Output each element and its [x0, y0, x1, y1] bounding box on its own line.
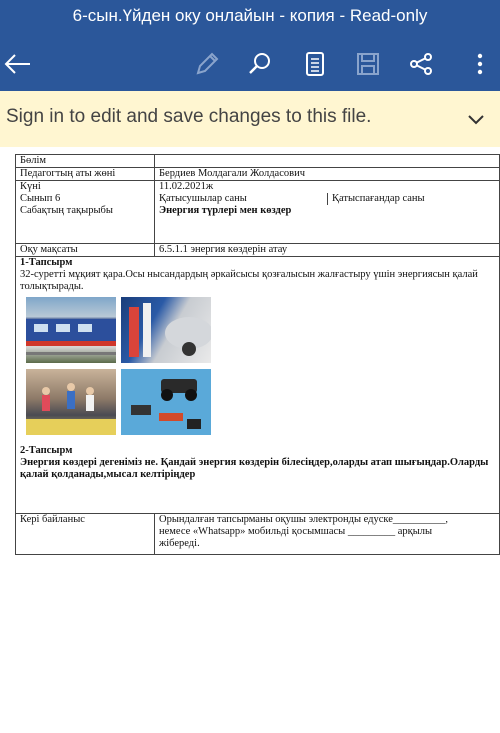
absent-label: Қатыспағандар саны: [327, 193, 425, 205]
info-labels: [16, 181, 155, 244]
sign-in-banner[interactable]: [0, 91, 500, 148]
feedback-label: Кері байланыс: [16, 514, 155, 555]
feedback-line-1: Орындалған тапсырманы оқушы электронды едуске__________,: [159, 514, 449, 525]
reading-view-icon[interactable]: [297, 46, 333, 82]
present-label: Қатысушылар саны: [159, 193, 247, 204]
teacher-label: Педагогтың аты жөні: [16, 168, 155, 181]
feedback-text: [155, 514, 500, 555]
task2-text: Энергия көздері дегеніміз не. Қандай энергия көздерін білесіңдер,оларды атап шығыңдар.Оларды қалай қолданады,мысал келтіріңдер: [20, 457, 489, 480]
objective-label: Оқу мақсаты: [16, 244, 155, 257]
info-values: [155, 181, 500, 244]
pen-icon[interactable]: [189, 46, 225, 82]
topic-value: Энергия түрлері мен көздер: [159, 205, 292, 216]
document-content: [15, 154, 500, 555]
banner-message: Sign in to edit and save changes to this file.: [6, 106, 372, 127]
section-value: [155, 155, 500, 168]
task2-block: [15, 445, 500, 513]
teacher-value: Бердиев Молдагали Жолдасович: [155, 168, 500, 181]
attendance-row: [159, 193, 495, 205]
share-icon[interactable]: [403, 46, 439, 82]
train-image: [26, 297, 116, 363]
feedback-line-3: жібереді.: [159, 538, 200, 549]
task1-block: [15, 257, 500, 445]
chevron-down-icon[interactable]: [464, 107, 488, 131]
document-page: [0, 147, 500, 733]
car-refuel-image: [121, 297, 211, 363]
class-label: Сынып 6: [20, 193, 61, 204]
more-vertical-icon[interactable]: [462, 46, 498, 82]
topic-label: Сабақтың тақырыбы: [20, 205, 113, 216]
toolbar: [0, 36, 500, 91]
task2-heading: 2-Тапсырм: [20, 445, 73, 456]
section-label: Бөлім: [16, 155, 155, 168]
feedback-line-2: немесе «Whatsapp» мобильді қосымшасы _________ арқылы: [159, 526, 433, 537]
save-icon[interactable]: [350, 46, 386, 82]
rc-car-image: [121, 369, 211, 435]
task2-spacer: [20, 481, 495, 505]
title-bar: [0, 0, 500, 36]
task1-heading: 1-Тапсырм: [20, 257, 73, 268]
day-value: 11.02.2021ж: [159, 181, 214, 192]
objective-value: 6.5.1.1 энергия көздерін атау: [155, 244, 500, 257]
document-title: 6-сын.Үйден оку онлайын - копия - Read-only: [72, 6, 428, 25]
runners-image: [26, 369, 116, 435]
back-arrow-icon[interactable]: [0, 46, 36, 82]
feedback-table: [15, 513, 500, 555]
day-label: Күні: [20, 181, 41, 192]
task1-text: 32-суретті мұқият қара.Осы нысандардың әркайсысы қозғалысын жалғастыру үшін энергиясын қалай толықтырады.: [20, 269, 478, 292]
lesson-header-table: [15, 154, 500, 257]
task1-images: [20, 293, 495, 445]
search-icon[interactable]: [242, 46, 278, 82]
